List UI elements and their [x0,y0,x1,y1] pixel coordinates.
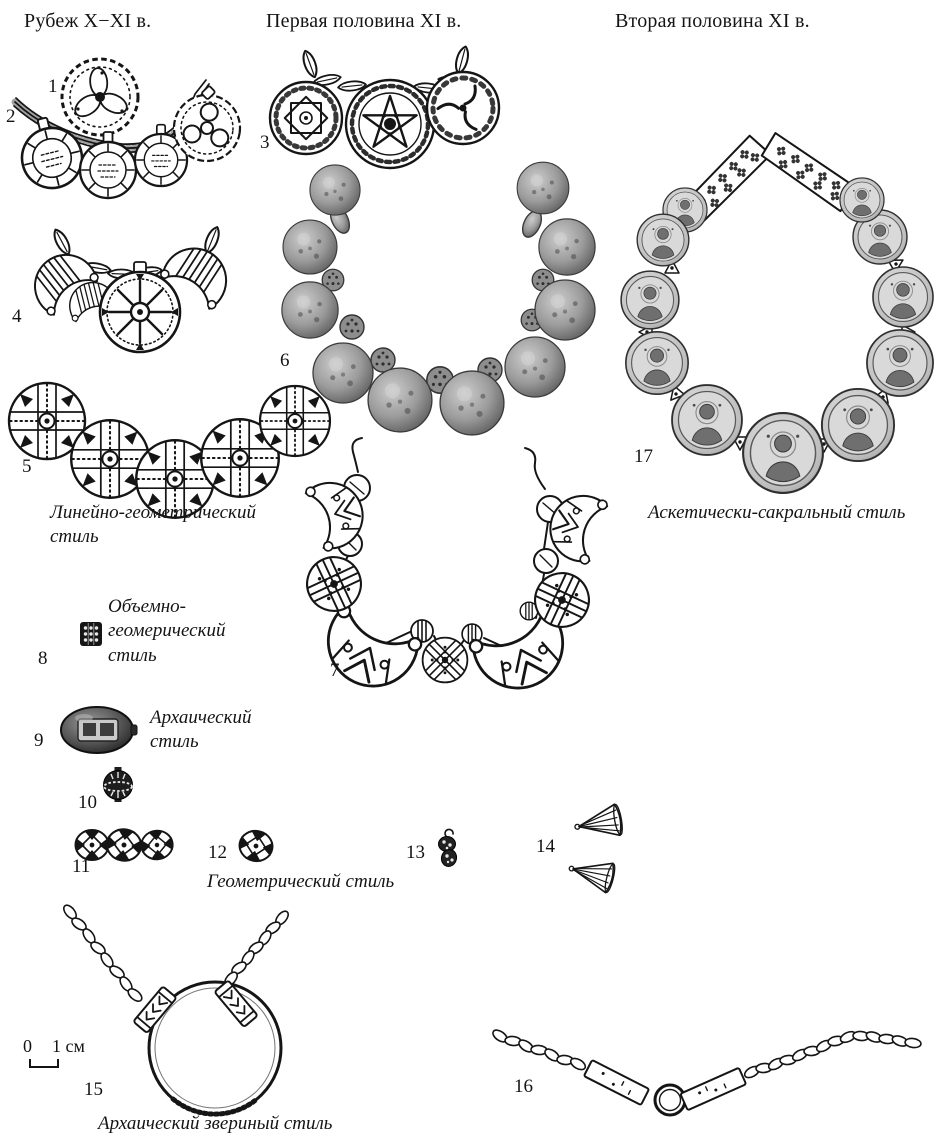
style-label-linear-geometric: Линейно-геометрический стиль [50,502,256,548]
item-number-1: 1 [48,76,58,97]
scale-bar-zero: 0 [23,1036,32,1056]
item-8-cubic-bead [80,622,102,646]
column-header-second-half-xi: Вторая половина XI в. [615,10,810,32]
scale-bar-unit: 1 см [52,1036,85,1056]
item-number-17: 17 [634,446,653,467]
item-number-15: 15 [84,1079,103,1100]
item-number-9: 9 [34,730,44,751]
item-14-cone-pendants [566,804,624,894]
item-number-4: 4 [12,306,22,327]
item-number-10: 10 [78,792,97,813]
style-label-geometric: Геометрический стиль [207,871,395,892]
item-1-disc-ornament [62,59,138,135]
item-10-sphere-bead [104,767,133,802]
item-5-crossdisc-necklace [9,383,330,518]
item-17-medallion-collar [621,125,933,492]
item-number-6: 6 [280,350,290,371]
item-number-14: 14 [536,836,555,857]
item-number-7: 7 [330,660,340,681]
item-3-disc-necklace [270,45,499,168]
item-number-12: 12 [208,842,227,863]
item-number-13: 13 [406,842,425,863]
item-12-faceted-bead [237,828,276,864]
item-number-3: 3 [260,132,270,153]
item-16-chain-ring [491,1028,922,1115]
item-number-5: 5 [22,456,32,477]
item-4-lunula-necklace [21,225,239,352]
style-label-archaic-animal: Архаический звериный стиль [98,1113,333,1134]
item-6-bead-necklace-photo [282,162,595,435]
style-label-ascetic-sacral: Аскетически-сакральный стиль [648,502,906,523]
item-number-8: 8 [38,648,48,669]
column-header-turn-x-xi: Рубеж X−XI в. [24,10,152,32]
scale-bar-bracket [29,1059,59,1068]
item-13-small-bead [439,829,459,868]
item-7-lunula-necklace-geometric [300,438,609,703]
column-header-first-half-xi: Первая половина XI в. [266,10,462,32]
style-label-volumetric-geometric: Объемно-геомерический стиль [108,596,226,666]
item-number-2: 2 [6,106,16,127]
item-number-16: 16 [514,1076,533,1097]
item-number-11: 11 [72,856,91,877]
style-label-archaic: Архаический стиль [150,707,252,753]
item-9-dark-oval-bead [61,707,137,753]
